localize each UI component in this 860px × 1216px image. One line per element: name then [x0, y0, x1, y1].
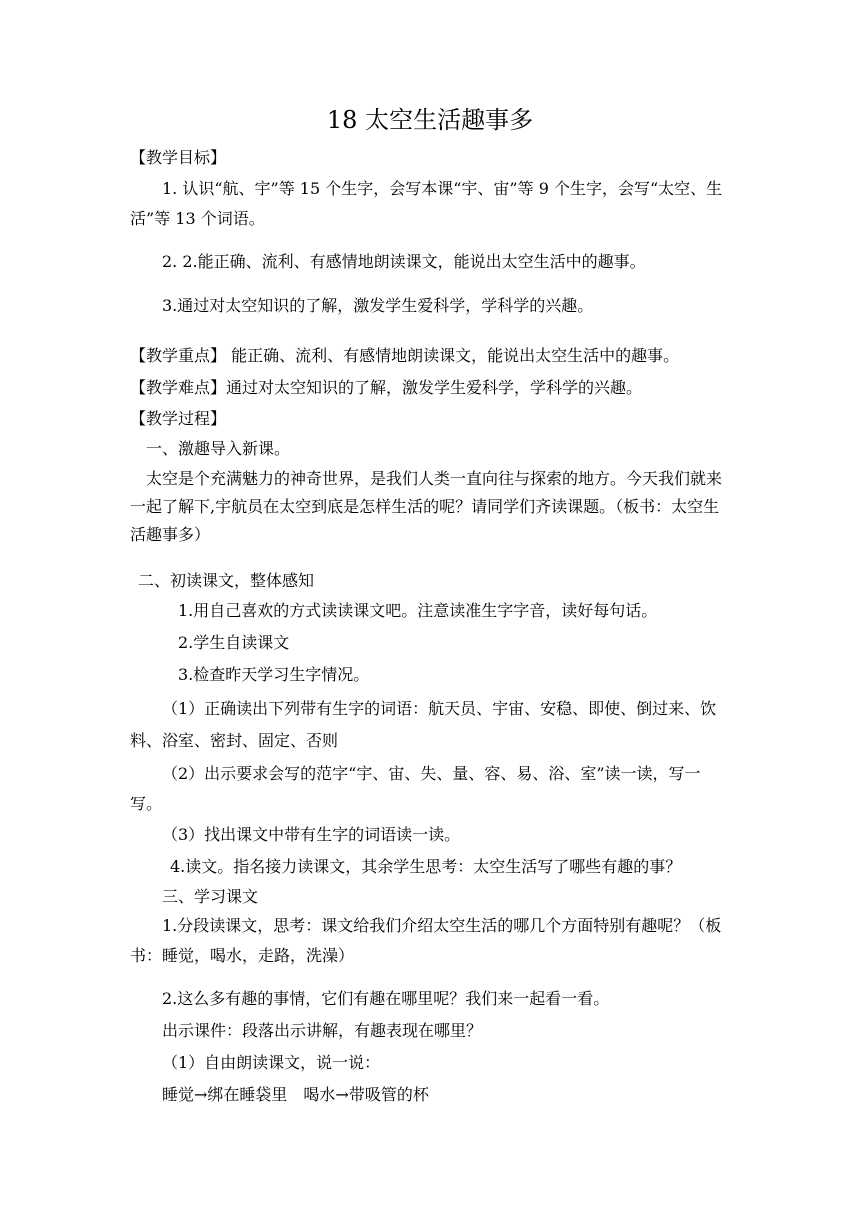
part2-item-4: 4.读文。指名接力读课文，其余学生思考：太空生活写了哪些有趣的事？ [170, 857, 682, 876]
page-title: 18 太空生活趣事多 [326, 106, 534, 134]
part2-item-3a: （1）正确读出下列带有生字的词语：航天员、宇宙、安稳、即使、倒过来、饮料、浴室、密封、固定、否则 [130, 699, 717, 750]
part3-item-2: 2.这么多有趣的事情，它们有趣在哪里呢？我们来一起看一看。 [162, 989, 610, 1008]
part2-item-1: 1.用自己喜欢的方式读读课文吧。注意读准生字字音，读好每句话。 [178, 601, 658, 620]
part3-item-2a: 出示课件：段落出示讲解，有趣表现在哪里？ [162, 1021, 483, 1040]
goal-3: 3.通过对太空知识的了解，激发学生爱科学，学科学的兴趣。 [162, 296, 594, 315]
goal-2: 2. 2.能正确、流利、有感情地朗读课文，能说出太空生活中的趣事。 [162, 252, 646, 271]
key-point: 【教学重点】 能正确、流利、有感情地朗读课文，能说出太空生活中的趣事。 [130, 346, 680, 365]
part1-heading: 一、激趣导入新课。 [146, 439, 291, 458]
process-heading: 【教学过程】 [130, 409, 227, 428]
goals-heading: 【教学目标】 [130, 148, 227, 167]
part1-text: 太空是个充满魅力的神奇世界，是我们人类一直向往与探索的地方。今天我们就来一起了解下,宇航员在太空到底是怎样生活的呢？请同学们齐读课题。（板书：太空生活趣事多） [130, 469, 723, 544]
part3-heading: 三、学习课文 [162, 887, 259, 906]
part3-item-2c: 睡觉→绑在睡袋里 喝水→带吸管的杯 [162, 1085, 429, 1104]
part2-item-3b: （2）出示要求会写的范字“宇、宙、失、量、容、易、浴、室”读一读，写一写。 [130, 764, 701, 813]
part2-item-2: 2.学生自读课文 [178, 633, 290, 652]
difficulty: 【教学难点】通过对太空知识的了解，激发学生爱科学，学科学的兴趣。 [130, 378, 643, 397]
part2-item-3: 3.检查昨天学习生字情况。 [178, 665, 370, 684]
part2-heading: 二、初读课文，整体感知 [138, 571, 315, 590]
part3-item-1: 1.分段读课文，思考：课文给我们介绍太空生活的哪几个方面特别有趣呢？（板书：睡觉，喝水，走路，洗澡） [130, 916, 722, 965]
goal-1: 1. 认识“航、宇”等 15 个生字，会写本课“宇、宙”等 9 个生字，会写“太空、生活”等 13 个词语。 [130, 179, 723, 228]
part3-item-2b: （1）自由朗读课文，说一说： [162, 1053, 381, 1072]
part2-item-3c: （3）找出课文中带有生字的词语读一读。 [162, 825, 461, 844]
